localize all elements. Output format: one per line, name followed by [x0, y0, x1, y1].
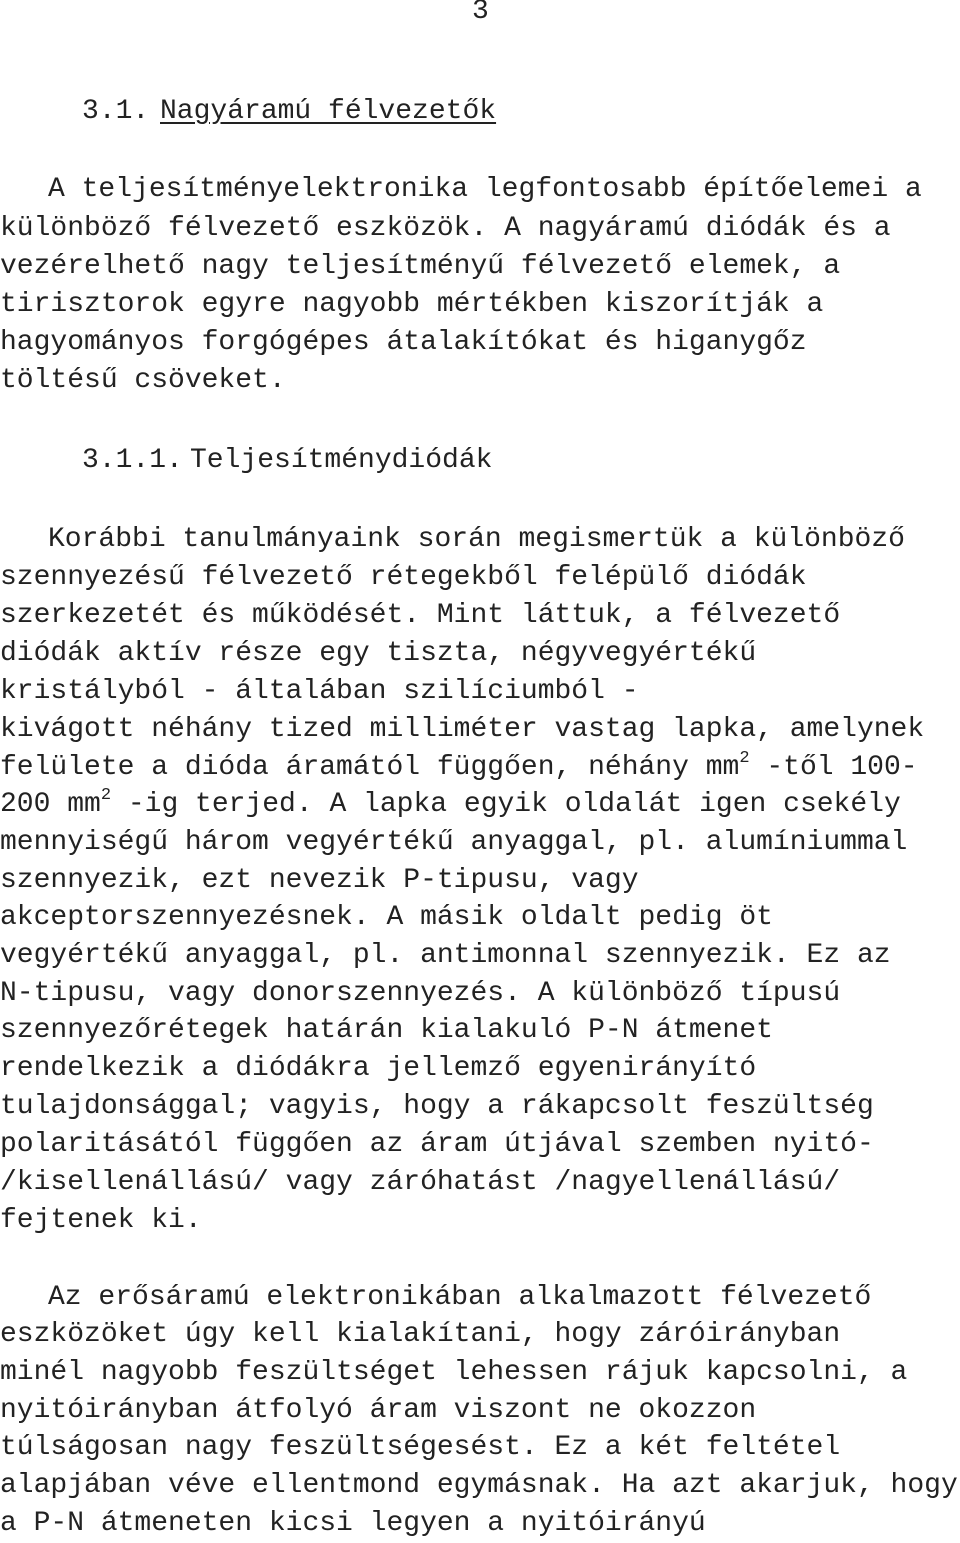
text-line: akceptorszennyezésnek. A másik oldalt pedig öt — [0, 902, 773, 933]
text-line: különböző félvezető eszközök. A nagyáramú diódák és a — [0, 213, 891, 244]
text-line: töltésű csöveket. — [0, 365, 286, 396]
text-line: eszközöket úgy kell kialakítani, hogy záróirányban — [0, 1319, 841, 1350]
text-line: fejtenek ki. — [0, 1205, 202, 1236]
text-line — [0, 749, 918, 787]
text-line: kivágott néhány tized milliméter vastag lapka, amelynek — [0, 714, 925, 745]
text-line: A teljesítményelektronika legfontosabb építőelemei a — [48, 174, 922, 205]
subsection-title: Teljesítménydiódák — [190, 445, 493, 476]
text-line: nyitóirányban átfolyó áram viszont ne okozzon — [0, 1395, 757, 1426]
text-line: polaritásától függően az áram útjával szemben nyitó- — [0, 1129, 874, 1160]
text-line: minél nagyobb feszültséget lehessen rájuk kapcsolni, a — [0, 1357, 908, 1388]
superscript: 2 — [739, 749, 750, 768]
text: -ig terjed. A lapka egyik oldalát igen csekély — [111, 789, 901, 820]
text-line: szennyezik, ezt nevezik P-tipusu, vagy — [0, 865, 639, 896]
text-line: hagyományos forgógépes átalakítókat és higanygőz — [0, 327, 807, 358]
text-line: szerkezetét és működését. Mint láttuk, a félvezető — [0, 600, 841, 631]
section-title: Nagyáramú félvezetők — [160, 96, 497, 127]
text: felülete a dióda áramától függően, néhány mm — [0, 752, 740, 783]
text-line: Korábbi tanulmányaink során megismertük a különböző — [48, 524, 905, 555]
text-line: mennyiségű három vegyértékű anyaggal, pl. alumíniummal — [0, 827, 908, 858]
text-line: tulajdonsággal; vagyis, hogy a rákapcsolt feszültség — [0, 1091, 874, 1122]
text-line: szennyezésű félvezető rétegekből felépülő diódák — [0, 562, 807, 593]
text-line: rendelkezik a diódákra jellemző egyenirányító — [0, 1053, 757, 1084]
text-line: a P-N átmeneten kicsi legyen a nyitóirányú — [0, 1508, 706, 1539]
text-line: kristályból - általában szilíciumból - — [0, 676, 639, 707]
text-line: tirisztorok egyre nagyobb mértékben kiszorítják a — [0, 289, 824, 320]
text: 200 mm — [0, 789, 101, 820]
text: -től 100- — [749, 752, 918, 783]
superscript: 2 — [100, 786, 112, 805]
text-line: szennyezőrétegek határán kialakuló P-N átmenet — [0, 1015, 773, 1046]
text-line: N-tipusu, vagy donorszennyezés. A különböző típusú — [0, 978, 841, 1009]
text-line: alapjában véve ellentmond egymásnak. Ha azt akarjuk, hogy — [0, 1470, 958, 1501]
text-line: túlságosan nagy feszültségesést. Ez a két feltétel — [0, 1432, 841, 1463]
section-number: 3.1. — [82, 96, 150, 127]
subsection-number: 3.1.1. — [82, 445, 183, 476]
text-line: vegyértékű anyaggal, pl. antimonnal szennyezik. Ez az — [0, 940, 891, 971]
page-number: 3 — [472, 0, 489, 27]
text-line: vezérelhető nagy teljesítményű félvezető elemek, a — [0, 251, 841, 282]
text-line: /kisellenállású/ vagy záróhatást /nagyellenállású/ — [0, 1167, 841, 1198]
text-line: Az erősáramú elektronikában alkalmazott félvezető — [48, 1282, 872, 1313]
text-line — [0, 786, 901, 824]
text-line: diódák aktív része egy tiszta, négyvegyértékű — [0, 638, 757, 669]
